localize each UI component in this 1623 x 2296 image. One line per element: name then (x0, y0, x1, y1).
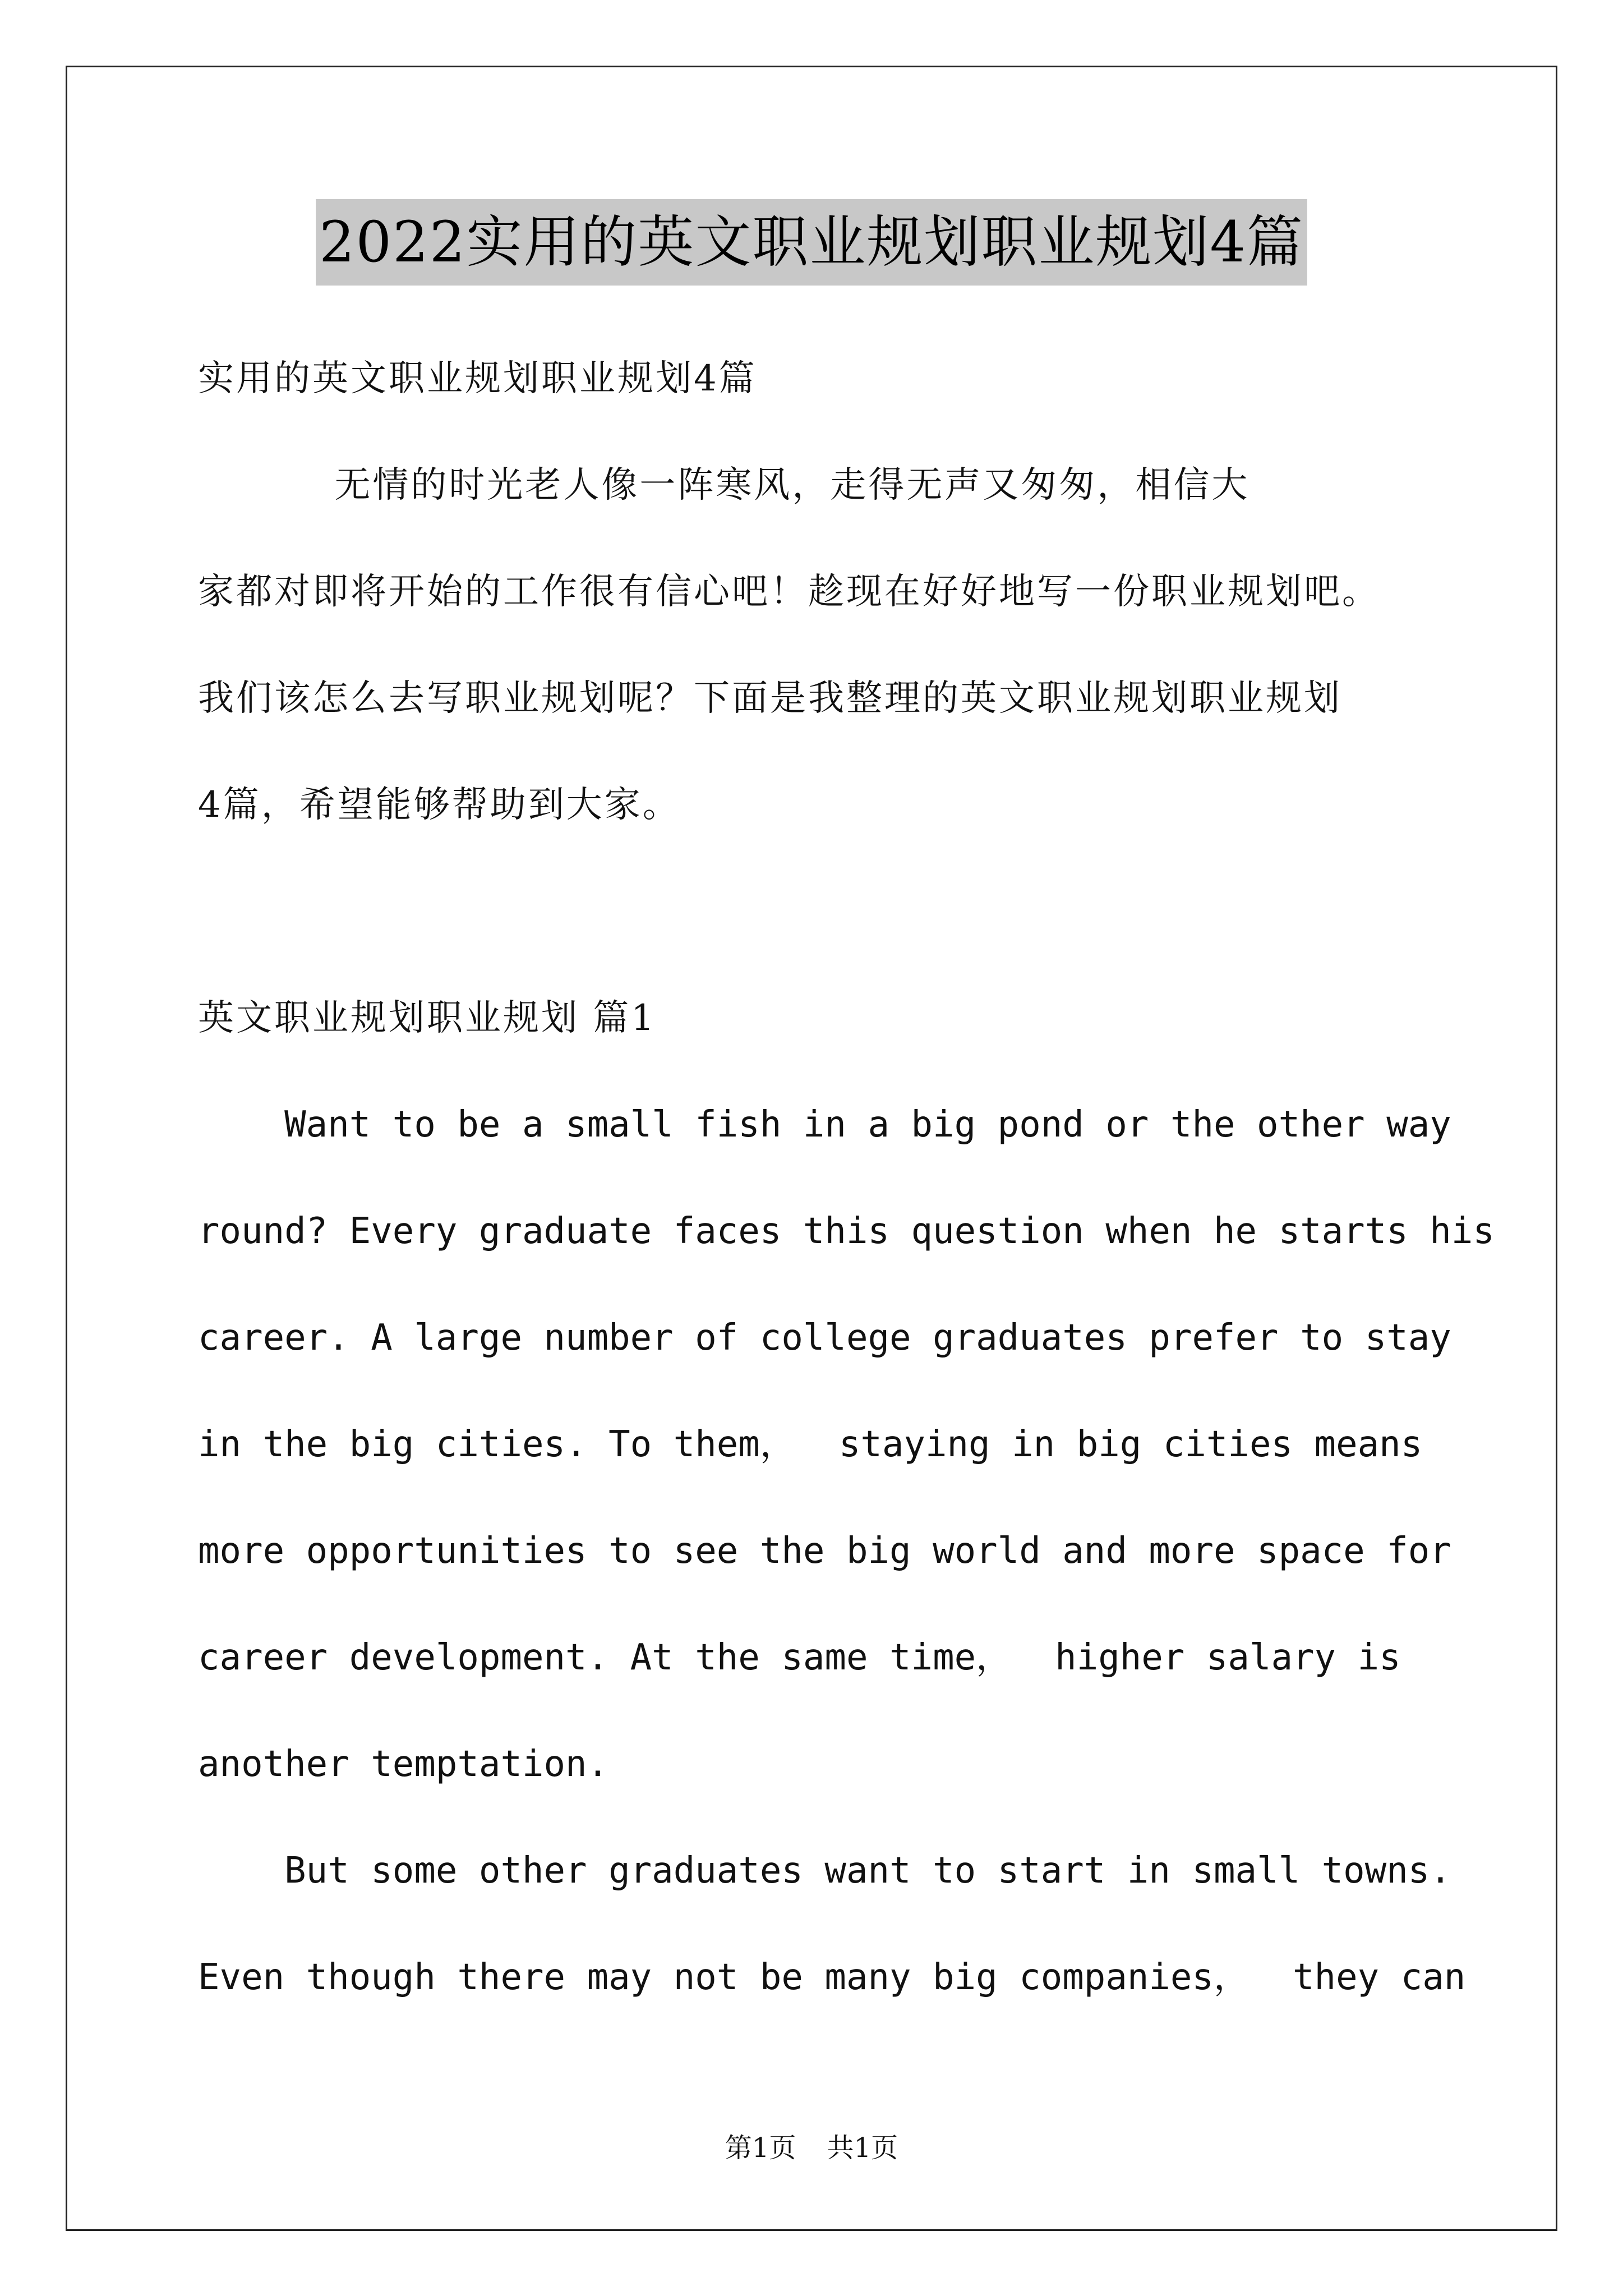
page-number-total: 共1页 (827, 2132, 898, 2164)
section-heading: 英文职业规划职业规划 篇1 (198, 997, 657, 1039)
paragraph-line: round? Every graduate faces this question when he starts his (198, 1211, 1495, 1252)
paragraph-line: career development. At the same time， higher salary is (198, 1637, 1401, 1678)
document-subtitle: 实用的英文职业规划职业规划4篇 (198, 358, 757, 399)
document-title: 2022实用的英文职业规划职业规划4篇 (316, 199, 1307, 286)
intro-line: 4篇，希望能够帮助到大家。 (198, 784, 681, 826)
paragraph-line: more opportunities to see the big world and more space for (198, 1530, 1451, 1572)
intro-line: 家都对即将开始的工作很有信心吧！趁现在好好地写一份职业规划吧。 (198, 571, 1380, 613)
paragraph-line: career. A large number of college graduates prefer to stay (198, 1317, 1451, 1359)
paragraph-line: another temptation. (198, 1743, 609, 1785)
page-number-current: 第1页 (725, 2132, 796, 2164)
title-container (0, 199, 1623, 286)
spacer (198, 875, 1432, 982)
intro-line: 无情的时光老人像一阵寒风，走得无声又匆匆，相信大 (198, 464, 1250, 506)
intro-line: 我们该怎么去写职业规划呢？下面是我整理的英文职业规划职业规划 (198, 678, 1342, 719)
page-footer (0, 2126, 1623, 2165)
paragraph-line: But some other graduates want to start in small towns. (198, 1850, 1451, 1892)
paragraph-line: in the big cities. To them， staying in big cities means (198, 1424, 1423, 1465)
document-body (198, 342, 1495, 2047)
paragraph-line: Even though there may not be many big companies， they can (198, 1957, 1466, 1998)
paragraph-line: Want to be a small fish in a big pond or the other way (198, 1104, 1451, 1145)
